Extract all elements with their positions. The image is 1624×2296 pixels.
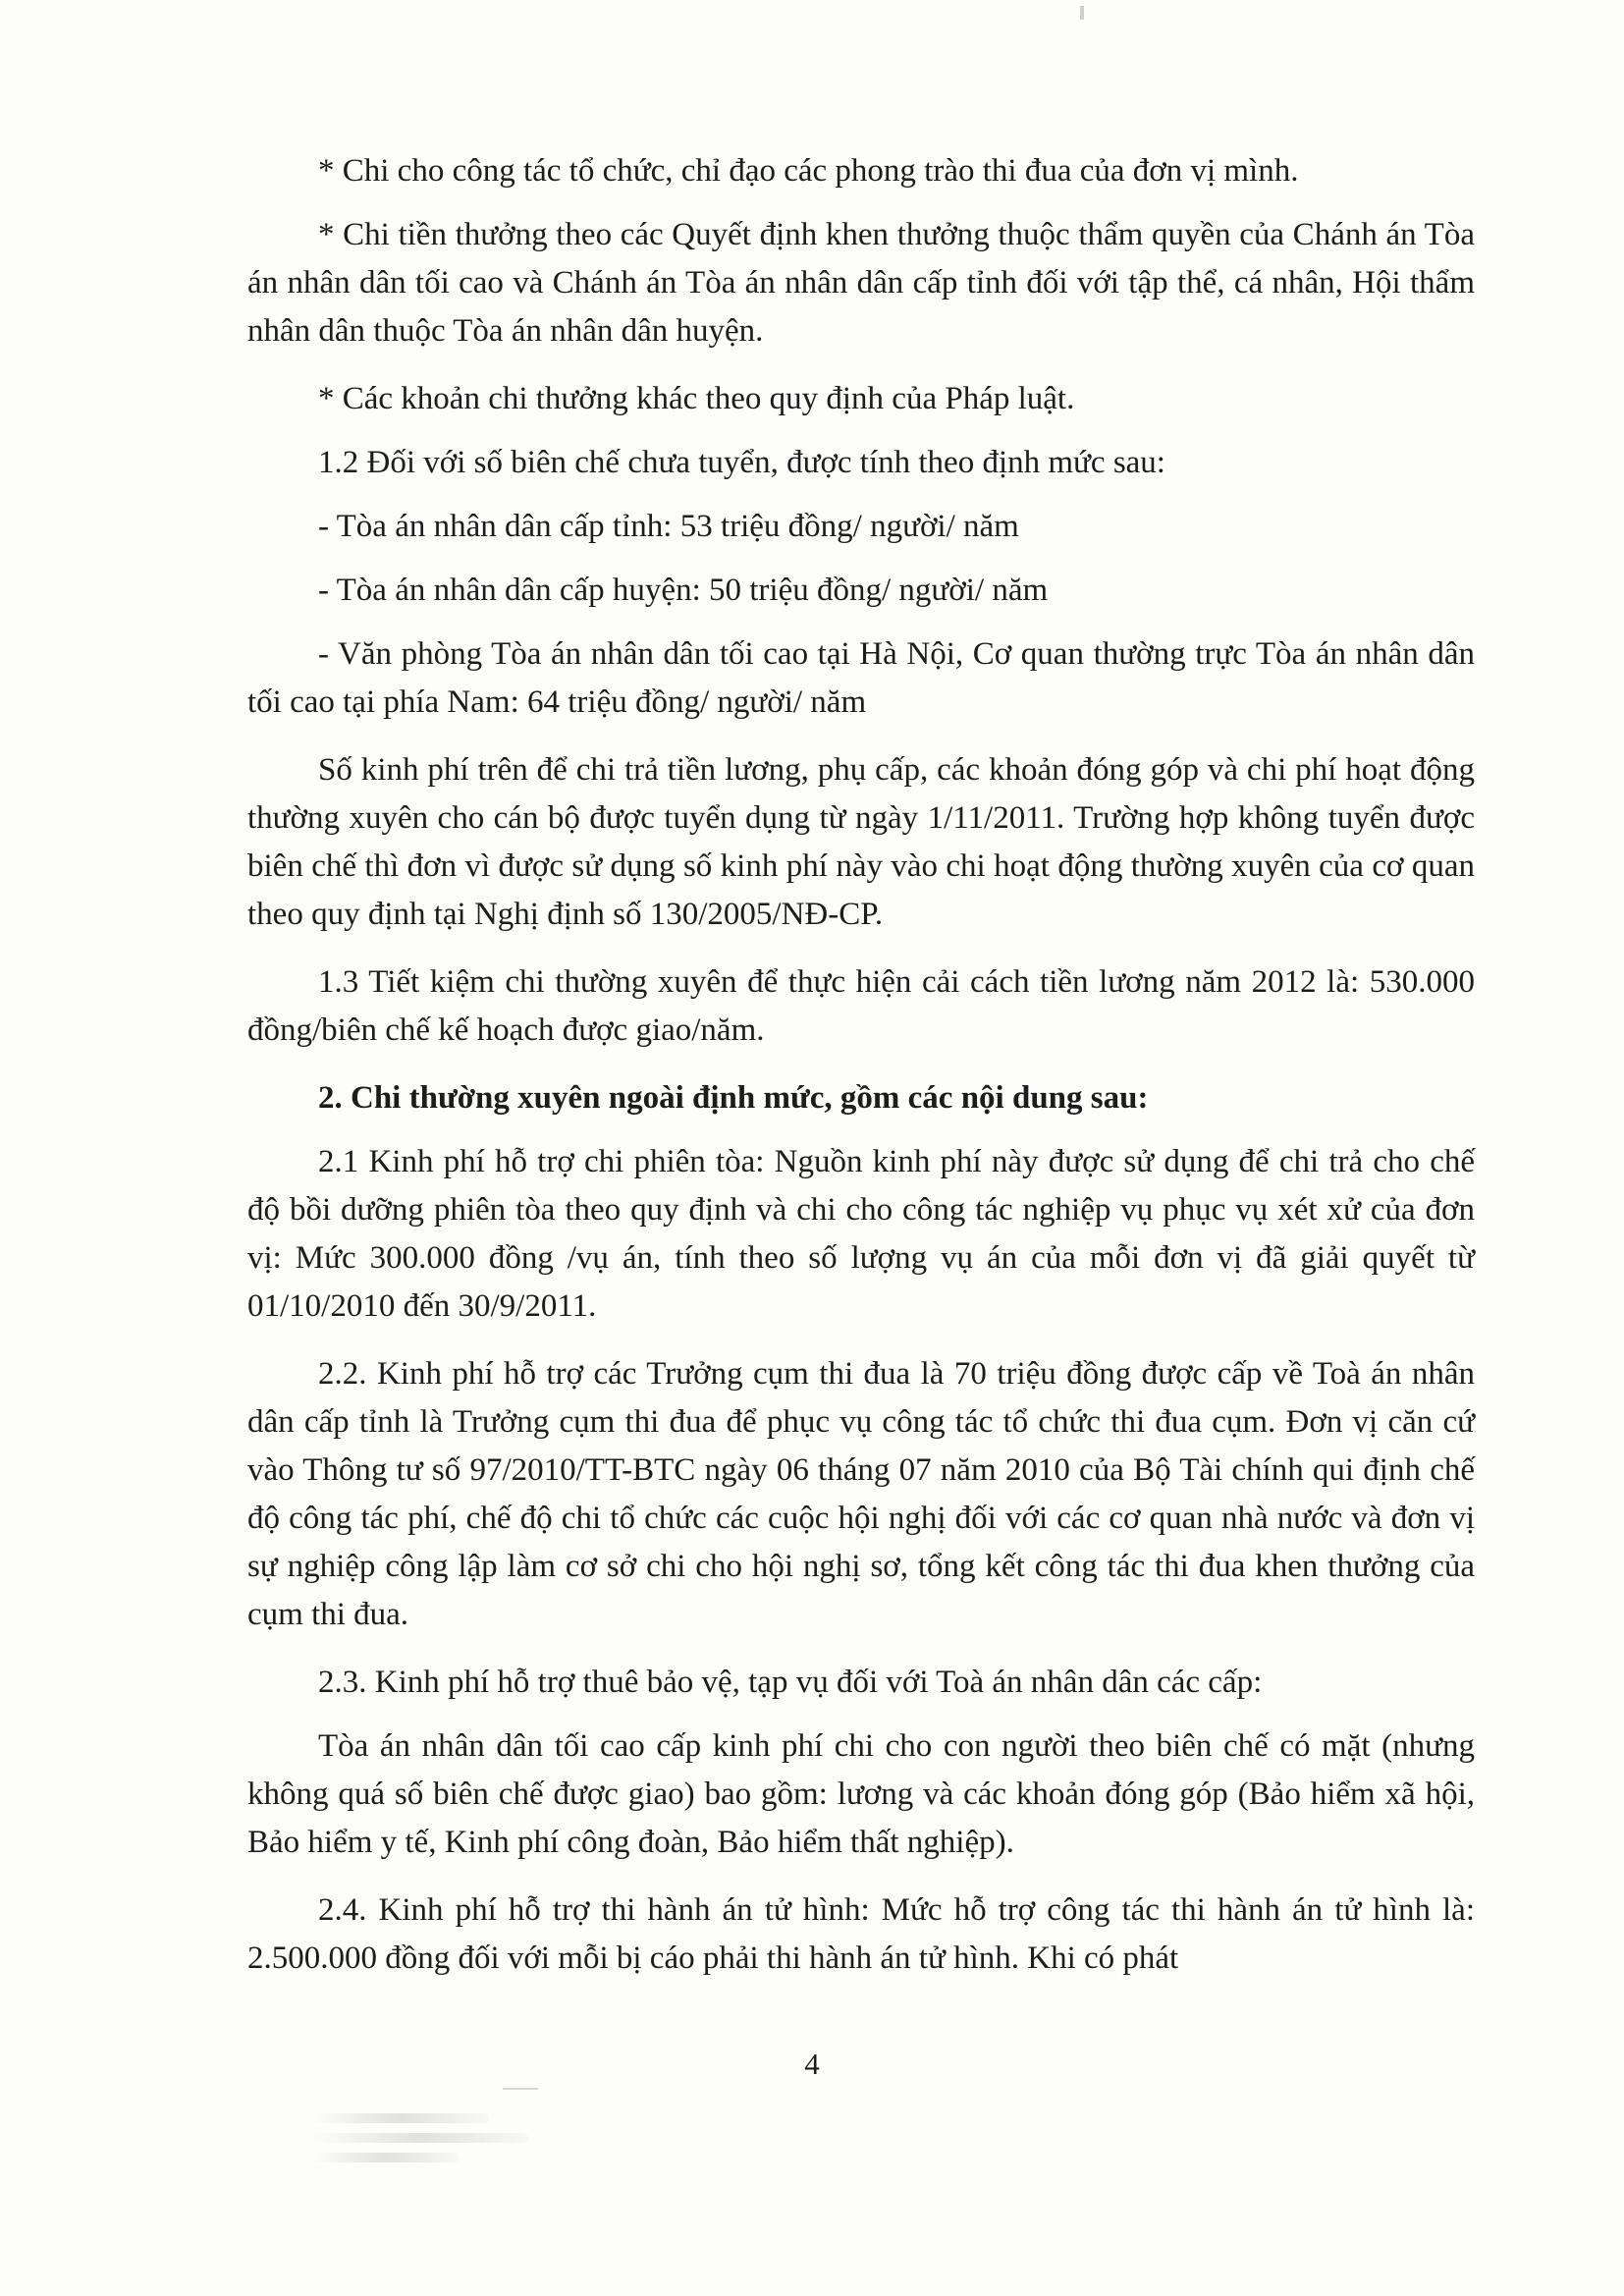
paragraph-reward-decisions: * Chi tiền thưởng theo các Quyết định khen thưởng thuộc thẩm quyền của Chánh án Tòa án nhân dân tối cao và Chánh án Tòa án nhân dân cấp tỉnh đối với tập thể, cá nhân, Hội thẩm nhân dân thuộc Tòa án nhân dân huyện.: [247, 217, 1475, 349]
paragraph-section-1-3: 1.3 Tiết kiệm chi thường xuyên để thực hiện cải cách tiền lương năm 2012 là: 530.000 đồng/biên chế kế hoạch được giao/năm.: [247, 964, 1475, 1048]
paragraph-section-1-2: 1.2 Đối với số biên chế chưa tuyển, được tính theo định mức sau:: [318, 445, 1165, 480]
paragraph-section-2-4: 2.4. Kinh phí hỗ trợ thi hành án tử hình: Mức hỗ trợ công tác thi hành án tử hình là: 2.500.000 đồng đối với mỗi bị cáo phải thi hành án tử hình. Khi có phát: [247, 1892, 1475, 1976]
list-item-supreme-court-office: - Văn phòng Tòa án nhân dân tối cao tại Hà Nội, Cơ quan thường trực Tòa án nhân dân tối cao tại phía Nam: 64 triệu đồng/ người/ năm: [247, 636, 1475, 720]
page-number: 4: [804, 2047, 820, 2081]
document-body: [247, 147, 1475, 2002]
section-heading-2: 2. Chi thường xuyên ngoài định mức, gồm các nội dung sau:: [318, 1080, 1149, 1116]
paragraph-supreme-court-funding: Tòa án nhân dân tối cao cấp kinh phí chi cho con người theo biên chế có mặt (nhưng không quá số biên chế được giao) bao gồm: lương và các khoản đóng góp (Bảo hiểm xã hội, Bảo hiểm y tế, Kinh phí công đoàn, Bảo hiểm thất nghiệp).: [247, 1728, 1475, 1860]
paragraph-section-2-3: 2.3. Kinh phí hỗ trợ thuê bảo vệ, tạp vụ đối với Toà án nhân dân các cấp:: [318, 1665, 1263, 1700]
list-item-district-court: - Tòa án nhân dân cấp huyện: 50 triệu đồng/ người/ năm: [318, 573, 1049, 608]
paragraph-commendation-organization: * Chi cho công tác tổ chức, chỉ đạo các phong trào thi đua của đơn vị mình.: [318, 153, 1299, 189]
paragraph-funding-usage: Số kinh phí trên để chi trả tiền lương, phụ cấp, các khoản đóng góp và chi phí hoạt động thường xuyên cho cán bộ được tuyển dụng từ ngày 1/11/2011. Trường hợp không tuyển được biên chế thì đơn vì được sử dụng số kinh phí này vào chi hoạt động thường xuyên của cơ quan theo quy định tại Nghị định số 130/2005/NĐ-CP.: [247, 752, 1475, 932]
scan-artifact: [1080, 6, 1084, 20]
paragraph-section-2-2: 2.2. Kinh phí hỗ trợ các Trưởng cụm thi đua là 70 triệu đồng được cấp về Toà án nhân dân cấp tỉnh là Trưởng cụm thi đua để phục vụ công tác tổ chức thi đua cụm. Đơn vị căn cứ vào Thông tư số 97/2010/TT-BTC ngày 06 tháng 07 năm 2010 của Bộ Tài chính qui định chế độ công tác phí, chế độ chi tổ chức các cuộc hội nghị đối với các cơ quan nhà nước và đơn vị sự nghiệp công lập làm cơ sở chi cho hội nghị sơ, tổng kết công tác thi đua khen thưởng của cụm thi đua.: [247, 1356, 1475, 1632]
scan-artifact-dash: [503, 2088, 538, 2090]
faded-stamp: [312, 2104, 548, 2212]
list-item-provincial-court: - Tòa án nhân dân cấp tỉnh: 53 triệu đồng/ người/ năm: [318, 509, 1019, 544]
paragraph-section-2-1: 2.1 Kinh phí hỗ trợ chi phiên tòa: Nguồn kinh phí này được sử dụng để chi trả cho chế độ bồi dưỡng phiên tòa theo quy định và chi cho công tác nghiệp vụ phục vụ xét xử của đơn vị: Mức 300.000 đồng /vụ án, tính theo số lượng vụ án của mỗi đơn vị đã giải quyết từ 01/10/2010 đến 30/9/2011.: [247, 1144, 1475, 1324]
paragraph-other-rewards: * Các khoản chi thưởng khác theo quy định của Pháp luật.: [318, 381, 1075, 416]
